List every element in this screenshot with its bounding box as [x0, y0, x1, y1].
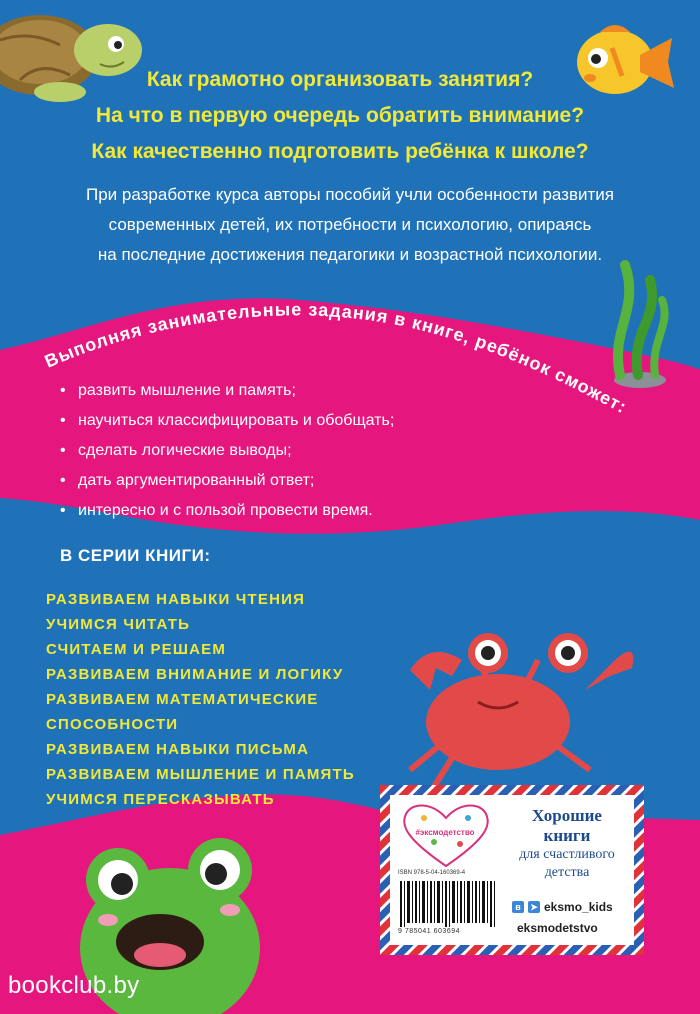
vk-icon: в: [512, 901, 524, 913]
heart-hashtag: #эксмодетство: [415, 828, 475, 837]
series-item: РАЗВИВАЕМ ВНИМАНИЕ И ЛОГИКУ: [46, 666, 344, 683]
series-title: В СЕРИИ КНИГИ:: [60, 546, 211, 565]
list-item-text: развить мышление и память;: [78, 382, 296, 399]
question-line: На что в первую очередь обратить внимание?: [95, 104, 585, 127]
arc-heading: Выполняя занимательные задания в книге, ребёнок сможет:: [41, 299, 631, 418]
question-line: Как грамотно организовать занятия?: [146, 68, 534, 91]
question-line: Как качественно подготовить ребёнка к школе?: [91, 140, 589, 163]
series-item: РАЗВИВАЕМ МАТЕМАТИЧЕСКИЕ СПОСОБНОСТИ: [46, 691, 319, 733]
intro-line: на последние достижения педагогики и возрастной психологии.: [97, 245, 603, 264]
series-item: РАЗВИВАЕМ НАВЫКИ ПИСЬМА: [46, 741, 310, 758]
series-list: [46, 587, 446, 812]
series-item: УЧИМСЯ ПЕРЕСКАЗЫВАТЬ: [46, 791, 275, 808]
skills-list: [60, 376, 620, 526]
telegram-icon: ➤: [528, 901, 540, 913]
slogan-line: Хорошие: [532, 806, 602, 825]
series-item: СЧИТАЕМ И РЕШАЕМ: [46, 641, 227, 658]
social-row: [512, 897, 613, 917]
watermark: bookclub.by: [8, 972, 140, 999]
social-links: [512, 897, 613, 917]
slogan-line: книги: [543, 826, 591, 845]
list-item: • развить мышление и память;: [60, 376, 620, 406]
list-item-text: научиться классифицировать и обобщать;: [78, 412, 395, 429]
list-item-text: сделать логические выводы;: [78, 442, 292, 459]
slogan-line: детства: [544, 865, 590, 880]
barcode-icon: [398, 880, 498, 930]
list-item: • сделать логические выводы;: [60, 436, 620, 466]
barcode-number: 9 785041 603694: [398, 928, 460, 935]
intro-line: современных детей, их потребности и психологию, опираясь: [108, 215, 592, 234]
slogan-line: для счастливого: [519, 847, 615, 862]
series-item: УЧИМСЯ ЧИТАТЬ: [46, 616, 191, 633]
social-handle: eksmo_kids: [544, 900, 613, 914]
list-item: • научиться классифицировать и обобщать;: [60, 406, 620, 436]
series-item: РАЗВИВАЕМ МЫШЛЕНИЕ И ПАМЯТЬ: [46, 766, 355, 783]
site-handle: eksmodetstvo: [517, 921, 598, 935]
intro-line: При разработке курса авторы пособий учли особенности развития: [86, 185, 614, 204]
series-item: РАЗВИВАЕМ НАВЫКИ ЧТЕНИЯ: [46, 591, 306, 608]
list-item: • интересно и с пользой провести время.: [60, 496, 620, 526]
list-item: • дать аргументированный ответ;: [60, 466, 620, 496]
publisher-slogan: [502, 806, 632, 882]
isbn-text: ISBN 978-5-04-160369-4: [398, 870, 466, 876]
list-item-text: дать аргументированный ответ;: [78, 472, 315, 489]
list-item-text: интересно и с пользой провести время.: [78, 502, 373, 519]
